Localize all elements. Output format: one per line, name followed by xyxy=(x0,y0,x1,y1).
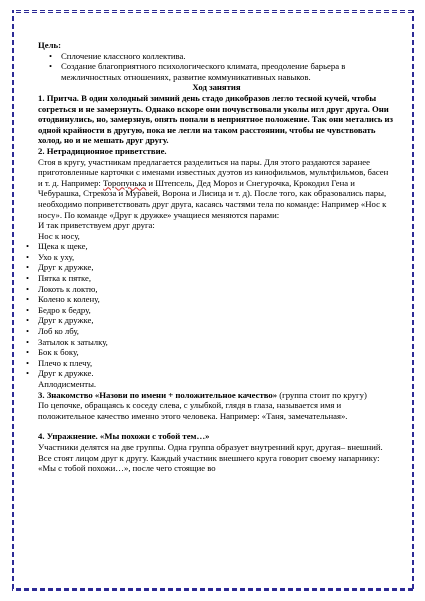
greeting-first-item: Нос к носу, xyxy=(38,230,80,241)
greeting-intro: И так приветствуем друг друга: xyxy=(38,220,155,231)
border-right xyxy=(411,10,414,591)
misspelled-word: Торопунька xyxy=(103,177,147,188)
goal-item: • Создание благоприятного психологического климата, преодоление барьера в межличностных отношениях, развитие коммуникативных навыков. xyxy=(61,61,395,82)
greeting-item: • Друг к дружке. xyxy=(38,368,395,379)
goals-list xyxy=(38,51,395,83)
greeting-heading: 2. Нетрадиционное приветствие. xyxy=(38,145,167,156)
intro-game-text: По цепочке, обращаясь к соседу слева, с улыбкой, глядя в глаза, называется имя и положительное качество именно этого человека. Например: «Таня, замечательная». xyxy=(38,400,348,421)
greeting-item: • Пятка к пятке, xyxy=(38,273,395,284)
greeting-item: • Друг к дружке, xyxy=(38,262,395,273)
greeting-list xyxy=(38,241,395,379)
parable-paragraph: 1. Притча. В один холодный зимний день стадо дикобразов легло тесной кучей, чтобы согреться и не замерзнуть. Однако вскоре они почувствовали уколы игл друг друга. Они отодвинулись, но, замерзнув, опять попали в неприятное положение. Так они метались из одной крайности в другую, пока не легли на таком расстоянии, чтобы не чувствовать холод, но и не мешать друг другу. xyxy=(38,92,393,146)
border-top xyxy=(12,10,414,13)
greeting-item: • Затылок к затылку, xyxy=(38,337,395,348)
intro-game-note: (группа стоит по кругу) xyxy=(277,389,367,400)
greeting-item: • Колено к колену, xyxy=(38,294,395,305)
greeting-item: • Ухо к уху, xyxy=(38,252,395,263)
document-content xyxy=(38,40,395,474)
exercise-heading: 4. Упражнение. «Мы похожи с тобой тем…» xyxy=(38,431,210,442)
greeting-ending: Аплодисменты. xyxy=(38,379,97,389)
intro-game-heading: 3. Знакомство «Назови по имени + положительное качество» xyxy=(38,389,278,400)
greeting-item: • Локоть к локтю, xyxy=(38,284,395,295)
border-left xyxy=(11,10,14,591)
goal-heading: Цель: xyxy=(38,40,61,50)
greeting-item: • Друг к дружке, xyxy=(38,315,395,326)
exercise-text: Участники делятся на две группы. Одна группа образует внутренний круг, другая– внешний. Все стоят лицом друг к другу. Каждый участник внешнего круга говорит своему напарнику: «Мы с тобой похожи…», после чего стоящие во xyxy=(38,441,383,474)
spacer xyxy=(38,421,395,431)
intro-game-paragraph xyxy=(38,390,395,401)
border-bottom xyxy=(12,588,414,591)
greeting-item: • Бок к боку, xyxy=(38,347,395,358)
greeting-item: • Лоб ко лбу, xyxy=(38,326,395,337)
greeting-paragraph: Стоя в кругу, участникам предлагается разделиться на пары. Для этого раздаются заранее приготовленные карточки с именами известных дуэтов из кинофильмов, мультфильмов, басен и т. д. Например: Торопунька и Штепсель, Дед Мороз и Снегурочка, Крокодил Гена и Чебурашка, Стрекоза и Муравей, Ворона и Лисица и т. д). После того, как образовались пары, необходимо поприветствовать друг друга, касаясь частями тела по команде: Например «Нос к носу». По команде «Друг к дружке» учащиеся меняются парами: xyxy=(38,156,389,220)
greeting-item: • Плечо к плечу, xyxy=(38,358,395,369)
course-heading: Ход занятия xyxy=(192,82,241,93)
goal-item: • Сплочение классного коллектива. xyxy=(61,51,395,62)
greeting-item: • Бедро к бедру, xyxy=(38,305,395,316)
greeting-item: • Щека к щеке, xyxy=(38,241,395,252)
